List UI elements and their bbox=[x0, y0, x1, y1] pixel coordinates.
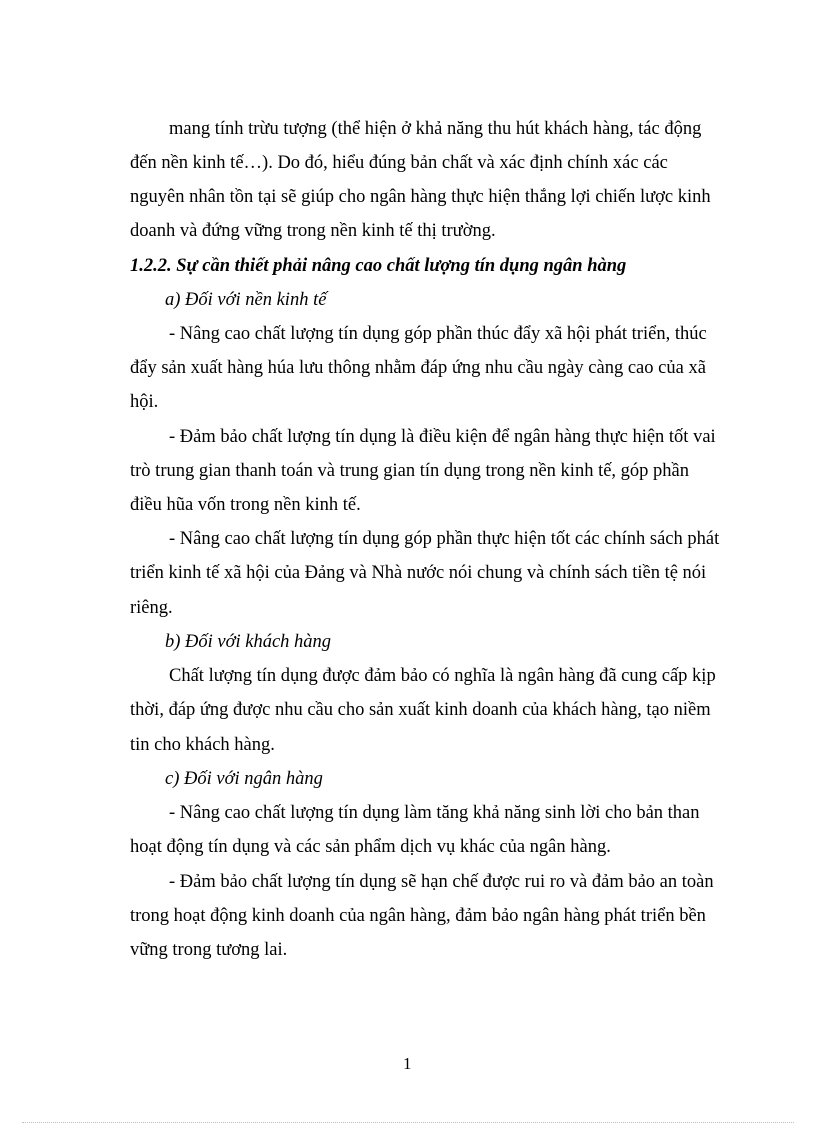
subsection-heading: a) Đối với nền kinh tế bbox=[165, 290, 327, 310]
paragraph-line: trò trung gian thanh toán và trung gian tín dụng trong nền kinh tế, góp phần bbox=[130, 461, 690, 481]
paragraph-line: đến nền kinh tế…). Do đó, hiểu đúng bản chất và xác định chính xác các bbox=[130, 153, 668, 173]
section-heading: 1.2.2. Sự cần thiết phải nâng cao chất lượng tín dụng ngân hàng bbox=[130, 256, 627, 276]
paragraph-line: - Nâng cao chất lượng tín dụng góp phần thực hiện tốt các chính sách phát bbox=[169, 529, 720, 549]
paragraph-line: riêng. bbox=[130, 598, 173, 618]
paragraph-line: nguyên nhân tồn tại sẽ giúp cho ngân hàng thực hiện thắng lợi chiến lược kinh bbox=[130, 187, 711, 207]
paragraph-line: mang tính trừu tượng (thể hiện ở khả năng thu hút khách hàng, tác động bbox=[169, 119, 702, 139]
paragraph-line: Chất lượng tín dụng được đảm bảo có nghĩa là ngân hàng đã cung cấp kịp bbox=[169, 666, 716, 686]
paragraph-line: - Đảm bảo chất lượng tín dụng là điều kiện để ngân hàng thực hiện tốt vai bbox=[169, 427, 716, 447]
page-number: 1 bbox=[403, 1054, 412, 1073]
subsection-heading: c) Đối với ngân hàng bbox=[165, 769, 323, 789]
paragraph-line: thời, đáp ứng được nhu cầu cho sản xuất kinh doanh của khách hàng, tạo niềm bbox=[130, 700, 711, 720]
paragraph-line: điều hũa vốn trong nền kinh tế. bbox=[130, 495, 361, 515]
paragraph-line: vững trong tương lai. bbox=[130, 940, 288, 960]
paragraph-line: - Đảm bảo chất lượng tín dụng sẽ hạn chế được rui ro và đảm bảo an toàn bbox=[169, 872, 714, 892]
paragraph-line: hội. bbox=[130, 392, 159, 412]
subsection-heading: b) Đối với khách hàng bbox=[165, 632, 332, 652]
paragraph-line: trong hoạt động kinh doanh của ngân hàng, đảm bảo ngân hàng phát triển bền bbox=[130, 906, 706, 926]
paragraph-line: hoạt động tín dụng và các sản phẩm dịch vụ khác của ngân hàng. bbox=[130, 837, 611, 857]
paragraph-line: - Nâng cao chất lượng tín dụng làm tăng khả năng sinh lời cho bản than bbox=[169, 803, 700, 823]
paragraph-line: triển kinh tế xã hội của Đảng và Nhà nước nói chung và chính sách tiền tệ nói bbox=[130, 563, 707, 583]
paragraph-line: đẩy sản xuất hàng húa lưu thông nhằm đáp ứng nhu cầu ngày càng cao của xã bbox=[130, 358, 706, 378]
paragraph-line: tin cho khách hàng. bbox=[130, 735, 275, 755]
paragraph-line: - Nâng cao chất lượng tín dụng góp phần thúc đẩy xã hội phát triển, thúc bbox=[169, 324, 707, 344]
paragraph-line: doanh và đứng vững trong nền kinh tế thị trường. bbox=[130, 221, 496, 241]
